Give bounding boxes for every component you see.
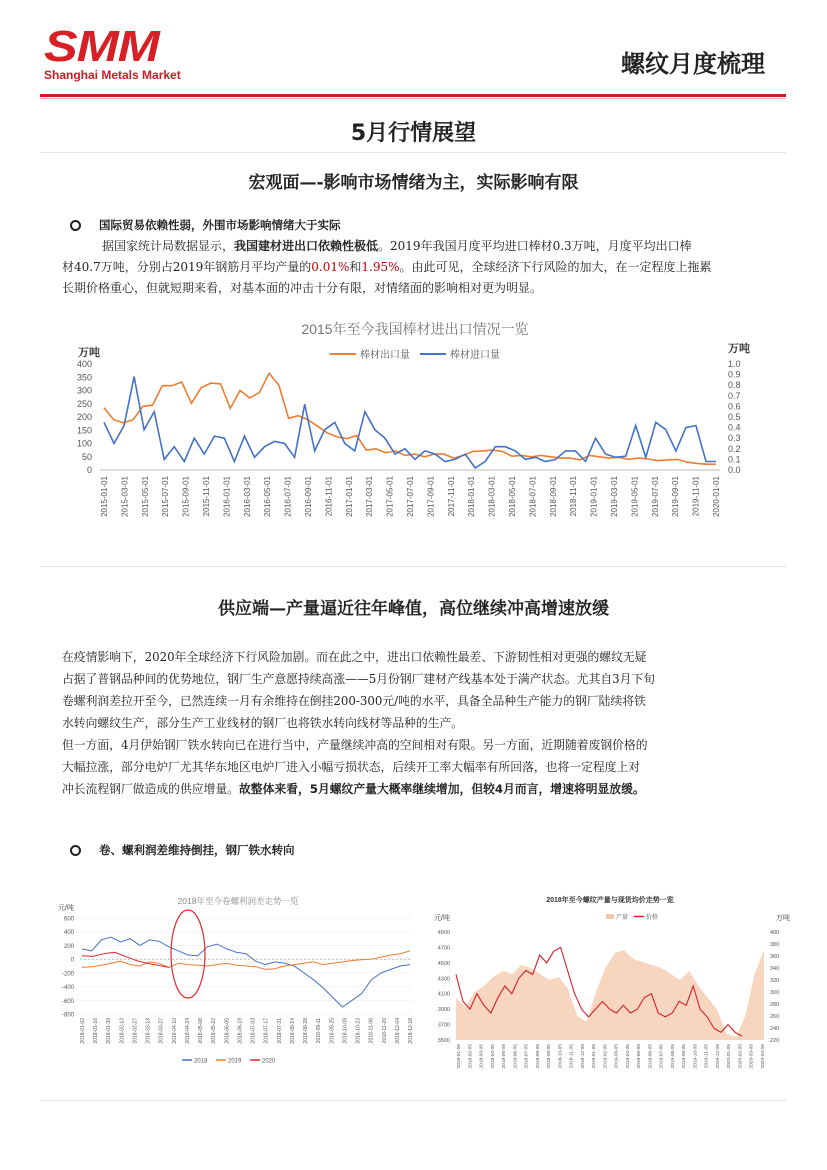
y-tick-left: 350	[76, 372, 92, 383]
x-tick-label: 2018-02-13	[119, 1018, 126, 1044]
x-tick-label: 2018-08-05	[535, 1044, 541, 1069]
y-tick-right: 0.0	[728, 465, 741, 475]
y-tick-left: 4500	[437, 960, 450, 967]
x-tick-label: 2017-11-01	[446, 476, 456, 517]
x-tick-label: 2018-11-20	[381, 1018, 388, 1044]
x-tick-label: 2018-09-11	[316, 1018, 323, 1044]
y-axis-label-right: 万吨	[776, 915, 790, 922]
x-tick-label: 2020-01-01	[712, 476, 721, 517]
y-axis-label-left: 万吨	[78, 347, 100, 359]
x-tick-label: 2018-07-17	[263, 1018, 270, 1044]
x-tick-label: 2018-10-23	[355, 1018, 362, 1044]
x-tick-label: 2020-01-05	[727, 1044, 733, 1069]
chart-title: 2018年至今卷螺利润差走势一览	[177, 896, 299, 906]
y-tick: 0	[70, 957, 74, 964]
x-tick-label: 2018-06-05	[224, 1018, 231, 1044]
x-tick-label: 2019-01-01	[589, 476, 599, 517]
supply-line: 卷螺利润差拉开至今，已然连续一月有余维持在倒挂200-300元/吨的水平，具备全品种生产能力的钢厂陆续将铁	[62, 694, 646, 708]
x-tick-label: 2018-09-25	[329, 1018, 336, 1044]
chart-title: 2015年至今我国棒材进出口情况一览	[301, 321, 529, 337]
x-tick-label: 2018-04-05	[490, 1044, 496, 1069]
x-tick-label: 2018-06-19	[237, 1018, 244, 1044]
header-rule	[40, 94, 786, 97]
macro-line-3: 长期价格重心，但就短期来看，对基本面的冲击十分有限，对情绪面的影响相对更为明显。	[62, 281, 543, 295]
series-line-2018	[82, 937, 410, 1007]
supply-line	[62, 778, 782, 800]
y-tick-right: 320	[770, 978, 780, 984]
x-tick-label: 2018-11-05	[569, 1044, 575, 1069]
x-tick-label: 2018-05-22	[211, 1018, 218, 1044]
x-tick-label: 2018-01-30	[106, 1018, 113, 1044]
x-tick-label: 2018-02-27	[132, 1018, 139, 1044]
x-tick-label: 2017-09-01	[426, 476, 436, 517]
rebar-output-price-chart	[430, 888, 790, 1078]
macro-line-1	[62, 236, 782, 257]
y-tick-right: 0.6	[728, 401, 741, 412]
x-tick-label: 2018-07-03	[250, 1018, 257, 1044]
y-tick: -600	[61, 998, 74, 1005]
x-tick-label: 2019-02-05	[603, 1044, 609, 1069]
import-export-chart	[60, 312, 770, 544]
x-tick-label: 2018-10-05	[558, 1044, 564, 1069]
x-tick-label: 2018-05-08	[198, 1018, 205, 1044]
y-tick-right: 340	[770, 966, 780, 972]
x-tick-label: 2016-11-01	[324, 476, 334, 517]
chart-title: 2018年至今螺纹产量与现货均价走势一览	[546, 897, 674, 904]
bullet-icon	[70, 845, 81, 856]
legend-label-output: 产量	[616, 915, 629, 921]
y-tick-left: 150	[76, 425, 92, 436]
x-tick-label: 2019-09-05	[682, 1044, 688, 1069]
supply-line: 在疫情影响下，2020年全球经济下行风险加剧。而在此之中，进出口依赖性最差、下游韧性相对更强的螺纹无疑	[62, 650, 647, 664]
y-tick-left: 4900	[437, 930, 450, 936]
x-tick-label: 2018-08-14	[289, 1018, 296, 1044]
legend-label-2018: 2018	[194, 1058, 208, 1065]
text-run: 。2019年我国月度平均进口棒材0.3万吨，月度平均出口棒	[378, 239, 692, 253]
y-tick-right: 220	[770, 1038, 780, 1044]
y-tick-left: 4700	[437, 945, 450, 952]
x-tick-label: 2018-06-05	[513, 1044, 519, 1069]
series-line-2020	[82, 952, 169, 967]
y-tick-left: 3900	[437, 1007, 450, 1014]
y-tick-left: 4100	[437, 991, 450, 998]
y-tick-right: 380	[770, 942, 780, 948]
x-tick-label: 2018-12-05	[580, 1044, 586, 1069]
supply-paragraph	[62, 646, 782, 800]
y-tick-right: 0.4	[728, 422, 741, 433]
divider	[40, 1100, 786, 1101]
y-tick-left: 0	[86, 465, 92, 475]
supply-line: 大幅拉涨，部分电炉厂尤其华东地区电炉厂进入小幅亏损状态，后续开工率大幅率有所回落，也将一定程度上对	[62, 760, 641, 774]
x-tick-label: 2016-09-01	[304, 476, 313, 517]
coil-rebar-spread-chart	[58, 888, 418, 1068]
supply-line: 水转向螺纹生产，部分生产工业线材的钢厂也将铁水转向线材等品种的生产。	[62, 716, 464, 730]
x-tick-label: 2020-03-05	[749, 1044, 755, 1069]
x-tick-label: 2019-10-05	[693, 1044, 699, 1069]
x-tick-label: 2018-01-05	[457, 1044, 462, 1069]
y-tick-left: 3500	[437, 1038, 450, 1044]
y-tick-right: 360	[770, 954, 780, 960]
x-tick-label: 2018-03-05	[479, 1044, 485, 1069]
x-tick-label: 2016-03-01	[242, 476, 252, 517]
x-tick-label: 2019-08-05	[670, 1044, 676, 1069]
x-tick-label: 2019-12-05	[715, 1044, 721, 1069]
logo-subtitle: Shanghai Metals Market	[44, 68, 181, 82]
x-tick-label: 2015-03-01	[120, 476, 130, 517]
x-tick-label: 2018-07-31	[276, 1018, 283, 1044]
bold-run: 故整体来看，5月螺纹产量大概率继续增加，但较4月而言，增速将明显放缓。	[238, 782, 645, 796]
y-tick-left: 250	[76, 398, 92, 409]
y-tick-right: 0.2	[728, 443, 741, 454]
y-tick: -400	[61, 985, 74, 992]
legend-label-price: 价格	[646, 915, 659, 921]
y-tick-right: 1.0	[728, 359, 741, 369]
macro-section-title: 宏观面—-影响市场情绪为主，实际影响有限	[248, 173, 579, 193]
x-tick-label: 2015-11-01	[202, 476, 211, 517]
x-tick-label: 2018-10-09	[342, 1018, 349, 1044]
x-tick-label: 2019-06-05	[648, 1044, 654, 1069]
y-tick-left: 100	[76, 438, 92, 449]
x-tick-label: 2018-09-01	[548, 476, 558, 517]
x-tick-label: 2019-05-01	[630, 476, 640, 517]
supply-section-title: 供应端—产量逼近往年峰值，高位继续冲高增速放缓	[218, 599, 609, 619]
macro-paragraph	[62, 236, 782, 299]
x-tick-label: 2018-02-05	[468, 1044, 474, 1069]
y-tick: -200	[61, 971, 74, 978]
x-tick-label: 2015-05-01	[140, 476, 150, 517]
header-rule-thin	[40, 98, 786, 99]
y-tick: -800	[61, 1012, 74, 1019]
x-tick-label: 2019-11-05	[704, 1044, 710, 1069]
bullet-icon	[70, 220, 81, 231]
x-tick-label: 2018-01-01	[467, 476, 477, 517]
header-title: 螺纹月度梳理	[621, 50, 765, 78]
y-tick-right: 0.9	[728, 369, 741, 380]
text-run: 据国家统计局数据显示，	[102, 239, 235, 253]
x-tick-label: 2017-07-01	[406, 476, 415, 517]
supply-bullet	[70, 842, 295, 858]
x-tick-label: 2019-03-05	[614, 1044, 620, 1069]
x-tick-label: 2018-11-06	[368, 1018, 375, 1044]
x-tick-label: 2015-09-01	[181, 476, 191, 517]
legend-label-export: 棒材出口量	[360, 350, 410, 361]
x-tick-label: 2020-04-05	[761, 1044, 766, 1069]
x-tick-label: 2018-08-28	[303, 1018, 310, 1044]
x-tick-label: 2017-05-01	[385, 476, 395, 517]
supply-bullet-text: 卷、螺利润差维持倒挂，钢厂铁水转向	[99, 843, 295, 857]
red-run: 1.95%	[361, 260, 400, 274]
series-line-import	[104, 377, 716, 468]
legend-label-2020: 2020	[262, 1058, 276, 1065]
x-tick-label: 2018-09-05	[547, 1044, 553, 1069]
x-tick-label: 2015-01-01	[100, 476, 109, 517]
x-tick-label: 2019-09-01	[671, 476, 681, 517]
x-tick-label: 2018-04-10	[171, 1018, 178, 1044]
x-tick-label: 2016-01-01	[222, 476, 232, 517]
y-tick-right: 0.3	[728, 433, 741, 444]
y-tick-right: 0.5	[728, 412, 741, 422]
y-axis-label-right: 万吨	[728, 343, 750, 355]
x-tick-label: 2018-05-01	[508, 476, 517, 517]
y-tick-right: 0.8	[728, 380, 741, 391]
red-run: 0.01%	[311, 260, 350, 274]
y-tick-right: 300	[770, 990, 780, 996]
text-run: 。由此可见，全球经济下行风险的加大，在一定程度上拖累	[399, 260, 712, 274]
x-tick-label: 2019-05-05	[637, 1044, 643, 1069]
x-tick-label: 2019-07-01	[650, 476, 660, 517]
y-tick-left: 300	[76, 385, 92, 396]
smm-logo: SMM	[44, 22, 159, 71]
y-tick-right: 240	[770, 1026, 780, 1032]
text-run: 材40.7万吨，分别占2019年钢筋月平均产量的	[62, 260, 312, 274]
supply-line: 占据了普钢品种间的优势地位，钢厂生产意愿持续高涨——5月份钢厂建材产线基本处于满产状态。尤其自3月下旬	[62, 672, 656, 686]
x-tick-label: 2018-11-01	[569, 476, 579, 517]
legend-label-2019: 2019	[228, 1058, 242, 1065]
x-tick-label: 2020-02-05	[738, 1044, 744, 1069]
y-tick-right: 0.1	[728, 454, 741, 465]
x-tick-label: 2017-01-01	[344, 476, 354, 517]
output-area	[456, 950, 764, 1040]
legend-swatch-output	[606, 914, 614, 919]
y-axis-label: 元/吨	[58, 905, 74, 912]
y-tick-left: 50	[81, 451, 92, 462]
x-tick-label: 2019-01-05	[592, 1044, 598, 1069]
y-tick-left: 3700	[437, 1022, 450, 1029]
divider	[40, 566, 786, 567]
y-tick-right: 400	[770, 930, 780, 936]
x-tick-label: 2018-03-01	[487, 476, 497, 517]
x-tick-label: 2018-04-24	[184, 1018, 191, 1044]
y-tick-right: 280	[770, 1002, 780, 1008]
x-tick-label: 2017-03-01	[365, 476, 375, 517]
x-tick-label: 2019-04-05	[625, 1044, 631, 1069]
y-tick: 600	[63, 916, 74, 923]
x-tick-label: 2018-07-05	[524, 1044, 530, 1069]
macro-bullet	[70, 217, 341, 233]
x-tick-label: 2015-07-01	[161, 476, 171, 517]
macro-bullet-text: 国际贸易依赖性弱，外围市场影响情绪大于实际	[99, 218, 341, 232]
y-tick-left: 200	[76, 412, 92, 422]
bold-run: 我国建材进出口依赖性极低	[234, 239, 379, 253]
x-tick-label: 2018-07-01	[528, 476, 538, 517]
x-tick-label: 2018-01-02	[80, 1018, 86, 1044]
x-tick-label: 2016-07-01	[283, 476, 293, 517]
x-tick-label: 2019-11-01	[691, 476, 701, 517]
series-line-export	[104, 373, 716, 464]
macro-line-2	[62, 257, 782, 278]
legend-label-import: 棒材进口量	[450, 350, 500, 361]
y-tick-right: 260	[770, 1014, 780, 1020]
x-tick-label: 2018-12-18	[408, 1018, 414, 1044]
x-tick-label: 2019-03-01	[610, 476, 619, 517]
y-tick-left: 4300	[437, 976, 450, 983]
y-tick-right: 0.7	[728, 390, 741, 401]
x-tick-label: 2018-03-27	[158, 1018, 165, 1044]
x-tick-label: 2019-07-05	[659, 1044, 665, 1069]
divider	[40, 152, 786, 153]
text-run: 冲长流程钢厂做造成的供应增量。	[62, 782, 239, 796]
x-tick-label: 2016-05-01	[263, 476, 273, 517]
y-tick: 400	[63, 930, 74, 937]
y-tick: 200	[63, 943, 74, 950]
x-tick-label: 2018-05-05	[502, 1044, 508, 1069]
y-tick-left: 400	[76, 359, 92, 369]
page-title: 5月行情展望	[350, 121, 477, 146]
supply-line: 但一方面，4月伊始钢厂铁水转向已在进行当中，产量继续冲高的空间相对有限。另一方面，近期随着废钢价格的	[62, 738, 648, 752]
y-axis-label-left: 元/吨	[434, 915, 450, 922]
text-run: 和	[349, 260, 362, 274]
x-tick-label: 2018-12-04	[394, 1018, 401, 1044]
x-tick-label: 2018-01-16	[93, 1018, 100, 1044]
x-tick-label: 2018-03-13	[145, 1018, 152, 1044]
